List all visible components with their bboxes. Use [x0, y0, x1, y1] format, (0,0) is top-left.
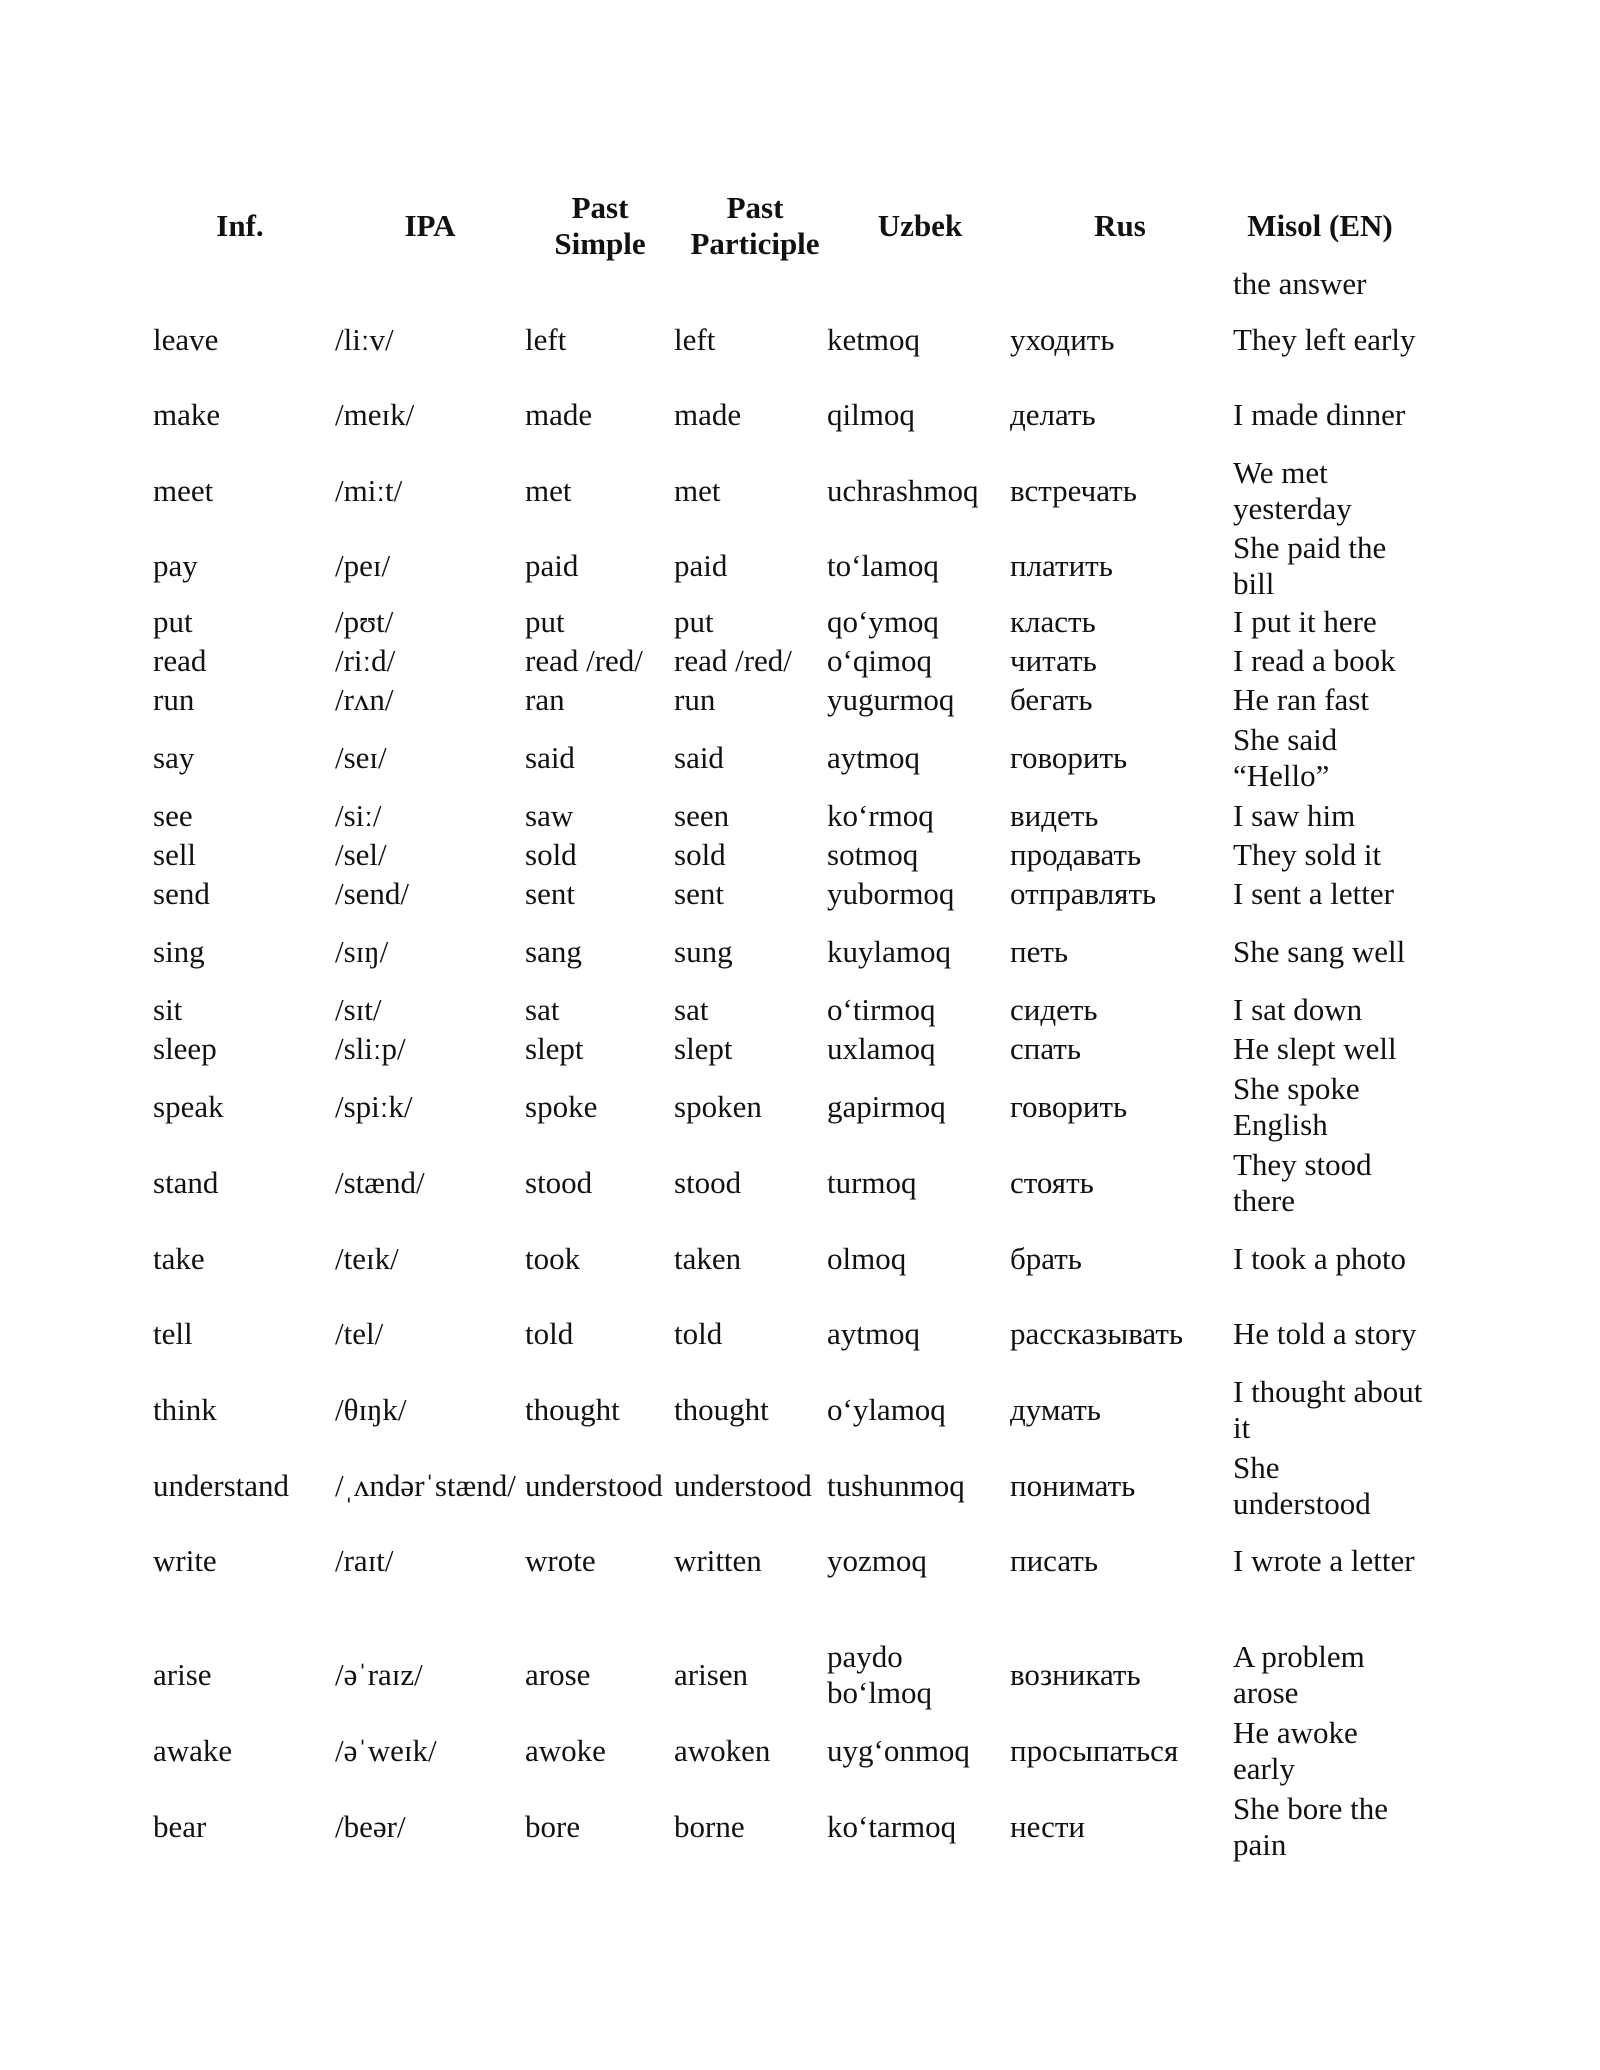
cell-past-simple: sat [525, 992, 560, 1027]
cell-past-participle: run [674, 682, 716, 717]
cell-past-simple: sold [525, 837, 577, 872]
cell-infinitive: bear [153, 1809, 207, 1844]
cell-example: He slept well [1233, 1031, 1397, 1066]
cell-ipa: /send/ [335, 876, 410, 911]
cell-uzbek: toʻlamoq [827, 548, 939, 583]
orphan-example-line: the answer [1233, 266, 1367, 301]
cell-russian: просыпаться [1010, 1733, 1179, 1768]
cell-russian: брать [1010, 1241, 1082, 1276]
cell-russian: сидеть [1010, 992, 1098, 1027]
cell-ipa: /tel/ [335, 1316, 384, 1351]
cell-ipa: /sel/ [335, 837, 387, 872]
cell-ipa: /sliːp/ [335, 1031, 406, 1066]
cell-past-simple: bore [525, 1809, 581, 1844]
cell-uzbek: paydo boʻlmoq [827, 1639, 933, 1710]
cell-past-participle: stood [674, 1165, 742, 1200]
cell-uzbek: uxlamoq [827, 1031, 936, 1066]
cell-past-simple: awoke [525, 1733, 606, 1768]
cell-ipa: /stænd/ [335, 1165, 425, 1200]
cell-uzbek: koʻtarmoq [827, 1809, 957, 1844]
header-past-simple-line2: Simple [554, 226, 646, 261]
cell-ipa: /ˌʌndərˈstænd/ [335, 1468, 516, 1503]
cell-ipa: /raɪt/ [335, 1543, 394, 1578]
cell-example: She sang well [1233, 934, 1406, 969]
cell-uzbek: gapirmoq [827, 1089, 946, 1124]
cell-russian: продавать [1010, 837, 1142, 872]
cell-past-participle: sent [674, 876, 724, 911]
cell-ipa: /rʌn/ [335, 682, 394, 717]
cell-example: I sat down [1233, 992, 1363, 1027]
cell-past-simple: met [525, 473, 572, 508]
cell-infinitive: say [153, 740, 195, 775]
cell-example: She bore the pain [1233, 1791, 1388, 1862]
cell-past-participle: sung [674, 934, 733, 969]
cell-infinitive: sit [153, 992, 183, 1027]
cell-russian: писать [1010, 1543, 1098, 1578]
cell-russian: делать [1010, 397, 1096, 432]
cell-past-simple: left [525, 322, 567, 357]
cell-uzbek: oʻqimoq [827, 643, 933, 678]
cell-ipa: /seɪ/ [335, 740, 387, 775]
cell-past-simple: paid [525, 548, 579, 583]
cell-russian: понимать [1010, 1468, 1136, 1503]
cell-infinitive: awake [153, 1733, 233, 1768]
cell-infinitive: sleep [153, 1031, 217, 1066]
cell-past-participle: said [674, 740, 724, 775]
cell-past-participle: awoken [674, 1733, 771, 1768]
cell-russian: стоять [1010, 1165, 1094, 1200]
cell-infinitive: take [153, 1241, 205, 1276]
cell-past-simple: read /red/ [525, 643, 643, 678]
header-past-participle [670, 190, 840, 262]
cell-infinitive: arise [153, 1657, 212, 1692]
cell-past-simple: understood [525, 1468, 663, 1503]
cell-past-simple: saw [525, 798, 574, 833]
cell-uzbek: koʻrmoq [827, 798, 934, 833]
cell-past-simple: spoke [525, 1089, 598, 1124]
cell-past-simple: ran [525, 682, 565, 717]
cell-past-simple: slept [525, 1031, 584, 1066]
cell-example: He awoke early [1233, 1715, 1358, 1786]
cell-russian: бегать [1010, 682, 1093, 717]
cell-example: I made dinner [1233, 397, 1406, 432]
cell-example: She spoke English [1233, 1071, 1360, 1142]
cell-infinitive: see [153, 798, 193, 833]
cell-ipa: /pʊt/ [335, 604, 394, 639]
cell-example: I wrote a letter [1233, 1543, 1415, 1578]
cell-past-participle: spoken [674, 1089, 762, 1124]
cell-example: I saw him [1233, 798, 1356, 833]
cell-past-participle: read /red/ [674, 643, 792, 678]
cell-example: He told a story [1233, 1316, 1417, 1351]
cell-past-simple: wrote [525, 1543, 596, 1578]
header-past-participle-line1: Past [726, 190, 784, 225]
cell-russian: думать [1010, 1392, 1101, 1427]
cell-russian: рассказывать [1010, 1316, 1184, 1351]
cell-ipa: /siː/ [335, 798, 382, 833]
cell-example: She paid the bill [1233, 530, 1387, 601]
cell-ipa: /sɪt/ [335, 992, 382, 1027]
cell-example: I took a photo [1233, 1241, 1407, 1276]
cell-russian: нести [1010, 1809, 1086, 1844]
cell-uzbek: sotmoq [827, 837, 919, 872]
cell-example: We met yesterday [1233, 455, 1352, 526]
cell-infinitive: sing [153, 934, 205, 969]
cell-uzbek: turmoq [827, 1165, 917, 1200]
cell-ipa: /liːv/ [335, 322, 394, 357]
header-example: Misol (EN) [1247, 208, 1393, 243]
header-rus: Rus [1094, 208, 1146, 243]
cell-russian: видеть [1010, 798, 1099, 833]
cell-uzbek: uygʻonmoq [827, 1733, 970, 1768]
cell-past-participle: written [674, 1543, 762, 1578]
cell-uzbek: aytmoq [827, 740, 920, 775]
cell-example: She understood [1233, 1450, 1371, 1521]
cell-ipa: /əˈraɪz/ [335, 1657, 423, 1692]
cell-past-simple: sang [525, 934, 582, 969]
cell-example: I put it here [1233, 604, 1377, 639]
cell-uzbek: yozmoq [827, 1543, 927, 1578]
cell-infinitive: understand [153, 1468, 290, 1503]
cell-uzbek: qilmoq [827, 397, 915, 432]
header-past-simple [520, 190, 680, 262]
cell-infinitive: run [153, 682, 195, 717]
cell-past-participle: arisen [674, 1657, 749, 1692]
cell-past-simple: made [525, 397, 593, 432]
cell-past-participle: told [674, 1316, 723, 1351]
cell-past-simple: said [525, 740, 575, 775]
cell-ipa: /sɪŋ/ [335, 934, 389, 969]
cell-example: They left early [1233, 322, 1416, 357]
cell-past-participle: slept [674, 1031, 733, 1066]
cell-ipa: /beər/ [335, 1809, 406, 1844]
cell-ipa: /peɪ/ [335, 548, 391, 583]
cell-uzbek: ketmoq [827, 322, 920, 357]
cell-infinitive: meet [153, 473, 214, 508]
cell-past-simple: thought [525, 1392, 620, 1427]
cell-infinitive: make [153, 397, 221, 432]
cell-uzbek: qoʻymoq [827, 604, 939, 639]
cell-russian: встречать [1010, 473, 1137, 508]
cell-uzbek: aytmoq [827, 1316, 920, 1351]
cell-infinitive: think [153, 1392, 217, 1427]
cell-uzbek: oʻtirmoq [827, 992, 936, 1027]
cell-infinitive: tell [153, 1316, 193, 1351]
cell-past-simple: sent [525, 876, 575, 911]
cell-infinitive: leave [153, 322, 219, 357]
cell-uzbek: oʻylamoq [827, 1392, 946, 1427]
cell-infinitive: sell [153, 837, 197, 872]
cell-example: I sent a letter [1233, 876, 1394, 911]
cell-ipa: /spiːk/ [335, 1089, 413, 1124]
cell-russian: спать [1010, 1031, 1081, 1066]
cell-infinitive: send [153, 876, 210, 911]
cell-ipa: /əˈweɪk/ [335, 1733, 437, 1768]
cell-russian: читать [1010, 643, 1097, 678]
cell-ipa: /θɪŋk/ [335, 1392, 407, 1427]
cell-example: They stood there [1233, 1147, 1372, 1218]
cell-russian: отправлять [1010, 876, 1157, 911]
cell-example: He ran fast [1233, 682, 1369, 717]
cell-russian: платить [1010, 548, 1113, 583]
header-past-participle-line2: Participle [690, 226, 820, 261]
cell-ipa: /teɪk/ [335, 1241, 399, 1276]
cell-uzbek: yubormoq [827, 876, 955, 911]
cell-russian: говорить [1010, 1089, 1128, 1124]
header-ipa: IPA [404, 208, 456, 243]
cell-uzbek: kuylamoq [827, 934, 951, 969]
cell-uzbek: tushunmoq [827, 1468, 965, 1503]
cell-past-participle: paid [674, 548, 728, 583]
cell-russian: петь [1010, 934, 1069, 969]
cell-past-simple: told [525, 1316, 574, 1351]
cell-past-participle: sat [674, 992, 709, 1027]
cell-infinitive: speak [153, 1089, 224, 1124]
cell-past-participle: sold [674, 837, 726, 872]
cell-example: They sold it [1233, 837, 1382, 872]
cell-past-participle: met [674, 473, 721, 508]
cell-past-participle: taken [674, 1241, 742, 1276]
cell-uzbek: yugurmoq [827, 682, 955, 717]
header-past-simple-line1: Past [571, 190, 629, 225]
cell-infinitive: put [153, 604, 193, 639]
cell-infinitive: read [153, 643, 207, 678]
cell-example: I thought about it [1233, 1374, 1423, 1445]
header-inf: Inf. [216, 208, 264, 243]
cell-example: A problem arose [1233, 1639, 1365, 1710]
header-uzbek: Uzbek [877, 208, 963, 243]
cell-past-simple: arose [525, 1657, 591, 1692]
cell-infinitive: stand [153, 1165, 219, 1200]
cell-past-participle: borne [674, 1809, 745, 1844]
cell-ipa: /miːt/ [335, 473, 403, 508]
cell-ipa: /riːd/ [335, 643, 396, 678]
cell-example: She said “Hello” [1233, 722, 1338, 793]
cell-russian: класть [1010, 604, 1096, 639]
cell-past-participle: seen [674, 798, 730, 833]
cell-russian: уходить [1010, 322, 1115, 357]
cell-past-simple: put [525, 604, 565, 639]
cell-russian: возникать [1010, 1657, 1141, 1692]
cell-past-participle: made [674, 397, 742, 432]
cell-past-participle: understood [674, 1468, 812, 1503]
cell-infinitive: pay [153, 548, 198, 583]
cell-uzbek: uchrashmoq [827, 473, 979, 508]
cell-past-participle: left [674, 322, 716, 357]
cell-past-participle: thought [674, 1392, 769, 1427]
cell-past-simple: stood [525, 1165, 593, 1200]
cell-infinitive: write [153, 1543, 217, 1578]
cell-past-simple: took [525, 1241, 581, 1276]
cell-russian: говорить [1010, 740, 1128, 775]
cell-past-participle: put [674, 604, 714, 639]
cell-ipa: /meɪk/ [335, 397, 415, 432]
cell-example: I read a book [1233, 643, 1396, 678]
cell-uzbek: olmoq [827, 1241, 907, 1276]
